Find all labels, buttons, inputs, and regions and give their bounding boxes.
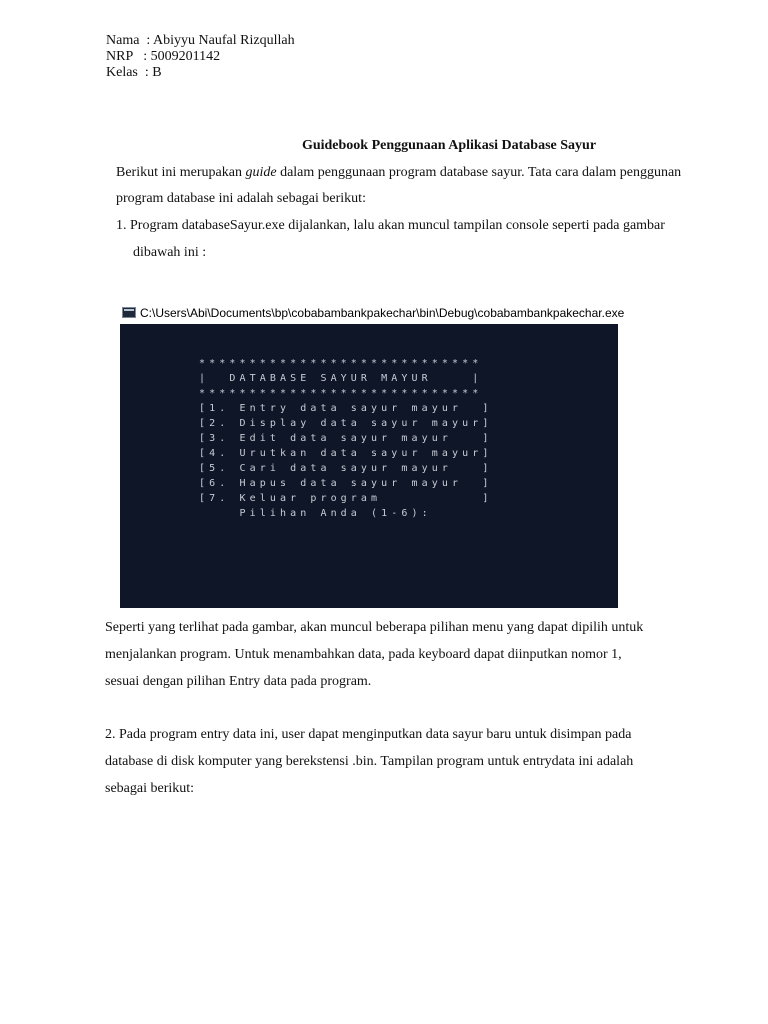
console-menu-item: [5. Cari data sayur mayur ] [199, 463, 493, 474]
student-class: Kelas : B [106, 65, 162, 80]
intro-text-after: dalam penggunaan program database sayur. Tata cara dalam penggunan [276, 165, 682, 180]
console-window-icon [122, 307, 136, 318]
console-menu-item: [3. Edit data sayur mayur ] [199, 433, 493, 444]
para2-line: sebagai berikut: [105, 781, 195, 796]
para2-line: database di disk komputer yang berekstensi .bin. Tampilan program untuk entrydata ini adalah [105, 754, 634, 769]
document-title: Guidebook Penggunaan Aplikasi Database Sayur [301, 138, 597, 153]
console-window-title: C:\Users\Abi\Documents\bp\cobabambankpakechar\bin\Debug\cobabambankpakechar.exe [140, 306, 625, 320]
console-menu-item: [4. Urutkan data sayur mayur] [199, 448, 493, 459]
console-menu-item: [1. Entry data sayur mayur ] [199, 403, 493, 414]
para1-line: menjalankan program. Untuk menambahkan data, pada keyboard dapat diinputkan nomor 1, [105, 647, 622, 662]
console-line: | DATABASE SAYUR MAYUR | [199, 373, 483, 384]
para2-line: 2. Pada program entry data ini, user dapat menginputkan data sayur baru untuk disimpan pada [105, 727, 632, 742]
console-line: **************************** [199, 358, 483, 369]
intro-italic-guide: guide [245, 165, 277, 180]
para1-line: Seperti yang terlihat pada gambar, akan muncul beberapa pilihan menu yang dapat dipilih untuk [105, 620, 644, 635]
console-titlebar [120, 302, 625, 324]
console-screenshot [120, 302, 625, 608]
console-menu-item: [6. Hapus data sayur mayur ] [199, 478, 493, 489]
para1-line: sesuai dengan pilihan Entry data pada program. [105, 674, 372, 689]
console-menu-item: [7. Keluar program ] [199, 493, 493, 504]
student-nrp: NRP : 5009201142 [106, 49, 221, 64]
intro-text-before: Berikut ini merupakan [116, 165, 246, 180]
step1-line-2: dibawah ini : [133, 245, 207, 260]
console-screen [120, 324, 618, 608]
intro-line-1 [116, 165, 681, 181]
console-prompt: Pilihan Anda (1-6): [199, 508, 432, 519]
console-menu-item: [2. Display data sayur mayur] [199, 418, 493, 429]
student-name: Nama : Abiyyu Naufal Rizqullah [106, 33, 295, 48]
step1-line-1: 1. Program databaseSayur.exe dijalankan, lalu akan muncul tampilan console seperti pada gambar [116, 218, 665, 233]
console-line: **************************** [199, 388, 483, 399]
intro-line-2: program database ini adalah sebagai berikut: [116, 191, 366, 206]
